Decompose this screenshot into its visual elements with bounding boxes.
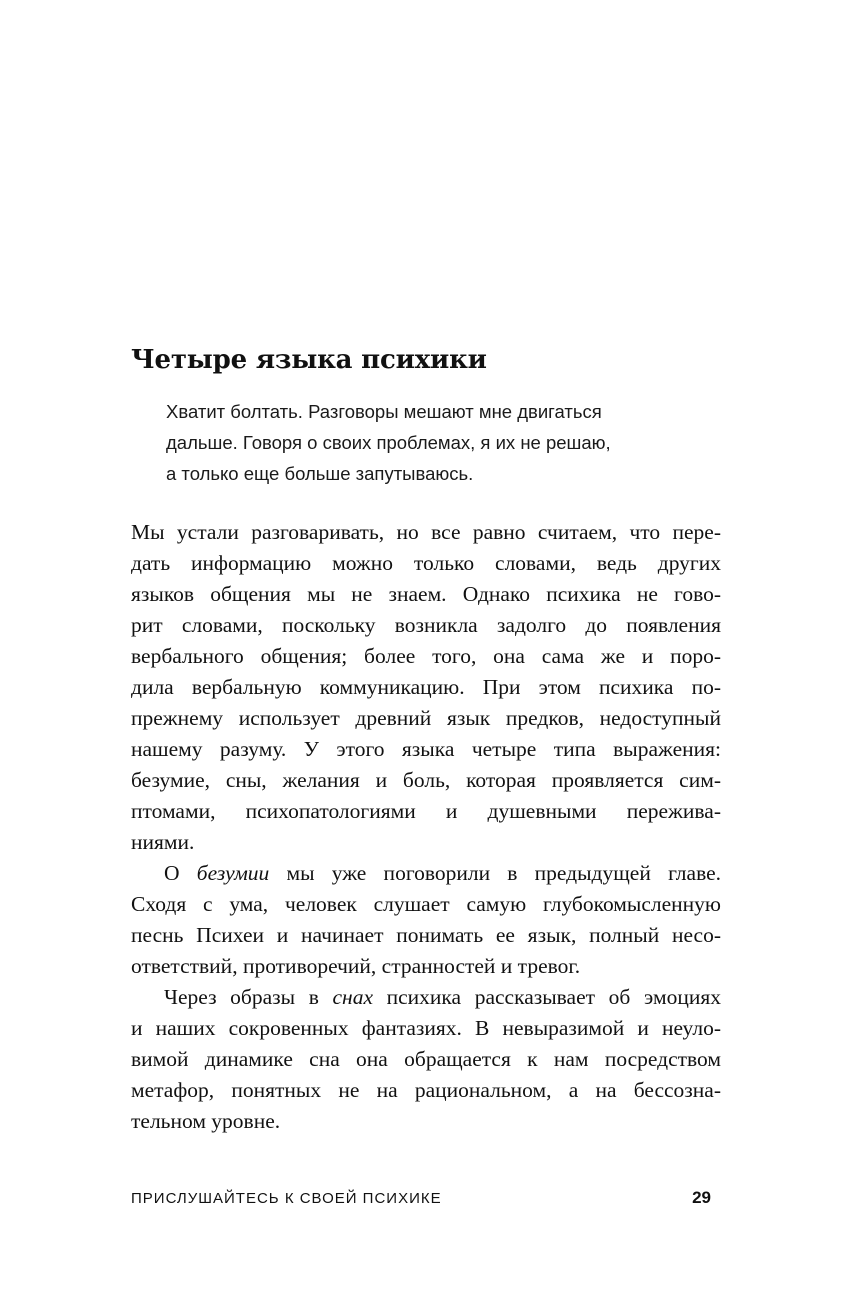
text-line: Сходя с ума, человек слушает самую глубокомысленную xyxy=(131,892,721,916)
text-line: прежнему использует древний язык предков, недоступный xyxy=(131,706,721,730)
italic-term: снах xyxy=(332,985,373,1009)
text-fragment: мы уже поговорили в предыдущей главе. xyxy=(269,861,722,885)
paragraph-2 xyxy=(131,858,721,982)
text-line: языков общения мы не знаем. Однако психика не гово- xyxy=(131,582,721,606)
epigraph-line: дальше. Говоря о своих проблемах, я их не решаю, xyxy=(166,432,611,453)
body-text xyxy=(131,517,721,1137)
text-line: тельном уровне. xyxy=(131,1109,281,1133)
running-footer-title: ПРИСЛУШАЙТЕСЬ К СВОЕЙ ПСИХИКЕ xyxy=(131,1190,442,1207)
text-line: метафор, понятных не на рациональном, а на бессозна- xyxy=(131,1078,721,1102)
text-line: безумие, сны, желания и боль, которая проявляется сим- xyxy=(131,768,721,792)
text-line: дать информацию можно только словами, ведь других xyxy=(131,551,721,575)
epigraph-line: Хватит болтать. Разговоры мешают мне двигаться xyxy=(166,401,602,422)
text-line: Мы устали разговаривать, но все равно считаем, что пере- xyxy=(131,520,721,544)
text-fragment: Через образы в xyxy=(164,985,333,1009)
text-line-first xyxy=(131,858,721,889)
italic-term: безумии xyxy=(196,861,270,885)
text-line: нашему разуму. У этого языка четыре типа выражения: xyxy=(131,737,721,761)
text-line: дила вербальную коммуникацию. При этом психика по- xyxy=(131,675,721,699)
text-line: вимой динамике сна она обращается к нам посредством xyxy=(131,1047,721,1071)
epigraph xyxy=(166,396,726,489)
text-line: рит словами, поскольку возникла задолго до появления xyxy=(131,613,721,637)
paragraph-3 xyxy=(131,982,721,1137)
text-fragment: психика рассказывает об эмоциях xyxy=(373,985,721,1009)
paragraph-1 xyxy=(131,517,721,858)
text-line: песнь Психеи и начинает понимать ее язык, полный несо- xyxy=(131,923,721,947)
text-line: и наших сокровенных фантазиях. В невыразимой и неуло- xyxy=(131,1016,721,1040)
text-line: птомами, психопатологиями и душевными пережива- xyxy=(131,799,721,823)
text-line-first xyxy=(131,982,721,1013)
page-number: 29 xyxy=(692,1188,711,1207)
text-line: ответствий, противоречий, странностей и тревог. xyxy=(131,954,581,978)
text-fragment: О xyxy=(164,861,197,885)
section-heading: Четыре языка психики xyxy=(131,345,487,375)
text-line: вербального общения; более того, она сама же и поро- xyxy=(131,644,721,668)
epigraph-line: а только еще больше запутываюсь. xyxy=(166,463,474,484)
text-line: ниями. xyxy=(131,830,195,854)
